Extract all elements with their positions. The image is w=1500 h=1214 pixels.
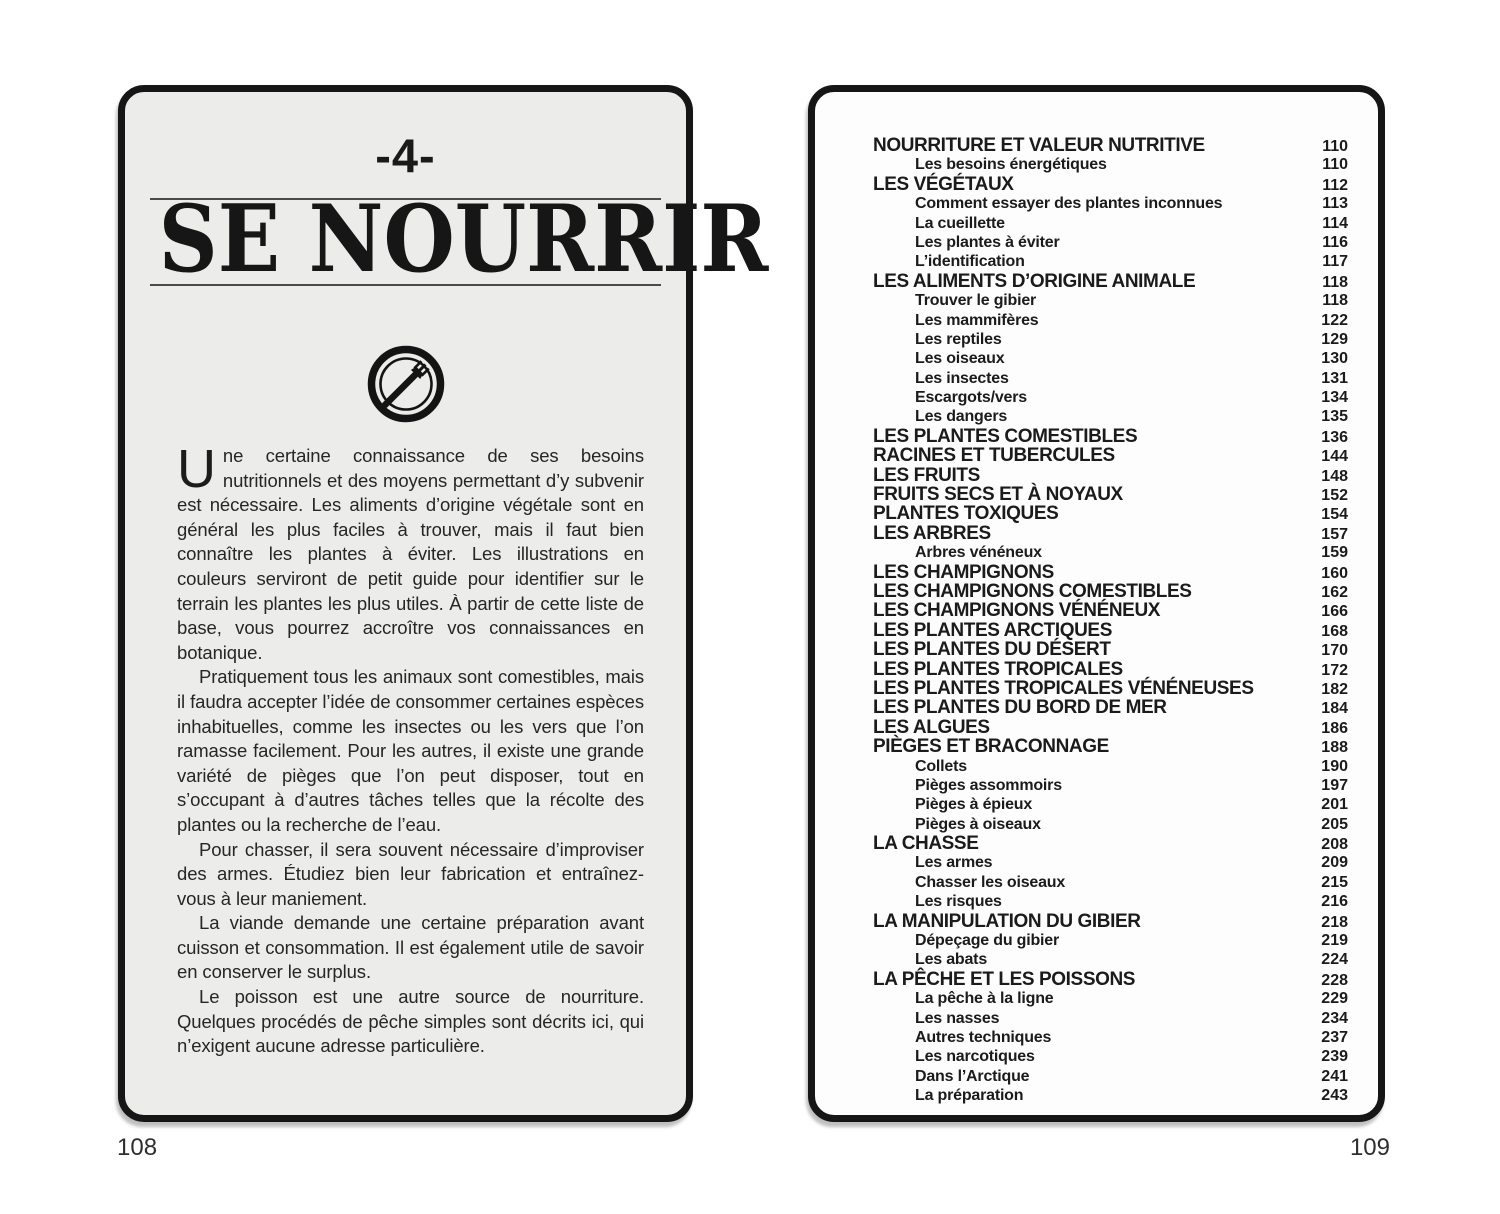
- toc-entry: [873, 485, 1348, 504]
- toc-entry: [873, 950, 1348, 969]
- intro-paragraph: Pour chasser, il sera souvent nécessaire d’improviser des armes. Étudiez bien leur fabrication et entraînez-vous à leur maniement.: [177, 838, 644, 909]
- toc-entry: [873, 388, 1348, 407]
- toc-entry: [873, 718, 1348, 737]
- toc-entry-label: LA CHASSE: [873, 833, 979, 855]
- title-rule-bottom: [150, 284, 661, 286]
- toc-entry-label: LES ALGUES: [873, 716, 990, 738]
- toc-entry-label: LES PLANTES ARCTIQUES: [873, 619, 1112, 641]
- toc-entry-label: LES PLANTES DU BORD DE MER: [873, 697, 1167, 719]
- toc-entry: [873, 834, 1348, 853]
- toc-entry-label: La pêche à la ligne: [915, 990, 1054, 1008]
- toc-entry-page: 219: [1321, 932, 1348, 950]
- toc-entry-label: PIÈGES ET BRACONNAGE: [873, 736, 1109, 758]
- toc-entry-page: 215: [1321, 873, 1348, 891]
- toc-entry-label: Les narcotiques: [915, 1048, 1035, 1066]
- toc-entry-page: 186: [1321, 719, 1348, 737]
- toc-entry-label: Les risques: [915, 893, 1002, 911]
- toc-entry-label: NOURRITURE ET VALEUR NUTRITIVE: [873, 135, 1205, 156]
- toc-entry-page: 205: [1321, 815, 1348, 833]
- chapter-intro: [177, 439, 644, 1059]
- toc-entry-label: LA MANIPULATION DU GIBIER: [873, 910, 1141, 932]
- toc-entry-label: RACINES ET TUBERCULES: [873, 445, 1115, 467]
- intro-paragraph: Pratiquement tous les animaux sont comestibles, mais il faudra accepter l’idée de consommer certaines espèces inhabituelles, comme les insectes ou les vers que l’on ramasse facilement. Pour les autres, il existe une grande variété de pièges que l’on peut disposer, tout en s’occupant à d’autres tâches telles que la récolte des plantes ou la recherche de l’eau.: [177, 666, 644, 835]
- toc-entry-label: LES ALIMENTS D’ORIGINE ANIMALE: [873, 270, 1196, 292]
- toc-entry-label: LES PLANTES TROPICALES: [873, 658, 1123, 680]
- toc-entry: [873, 175, 1348, 194]
- toc-entry-page: 110: [1322, 138, 1348, 155]
- toc-entry-page: 135: [1321, 408, 1348, 426]
- toc-entry-label: LES PLANTES TROPICALES VÉNÉNEUSES: [873, 677, 1254, 699]
- toc-entry-page: 118: [1322, 292, 1348, 310]
- toc-entry: [873, 233, 1348, 252]
- toc-entry: [873, 155, 1348, 174]
- toc-page: [808, 85, 1385, 1122]
- toc-entry-label: Collets: [915, 757, 967, 775]
- toc-entry-page: 112: [1322, 176, 1348, 194]
- toc-entry: [873, 989, 1348, 1008]
- toc-entry-page: 218: [1321, 913, 1348, 931]
- toc-entry: [873, 543, 1348, 562]
- toc-entry: [873, 970, 1348, 989]
- toc-entry-label: LES VÉGÉTAUX: [873, 173, 1014, 195]
- toc-entry-page: 224: [1321, 951, 1348, 969]
- toc-entry-page: 144: [1321, 448, 1348, 466]
- toc-entry: [873, 446, 1348, 465]
- toc-entry: [873, 272, 1348, 291]
- toc-entry-label: Dans l’Arctique: [915, 1067, 1030, 1085]
- toc-entry: [873, 1086, 1348, 1105]
- intro-paragraph: [177, 439, 644, 665]
- toc-entry-label: LA PÊCHE ET LES POISSONS: [873, 968, 1136, 990]
- toc-entry: [873, 601, 1348, 620]
- toc-entry-page: 243: [1321, 1087, 1348, 1105]
- toc-entry: [873, 563, 1348, 582]
- toc-entry: [873, 427, 1348, 446]
- toc-entry: [873, 679, 1348, 698]
- toc-entry: [873, 660, 1348, 679]
- toc-entry-page: 131: [1321, 369, 1348, 387]
- toc-entry-label: LES CHAMPIGNONS: [873, 561, 1054, 583]
- toc-entry: [873, 873, 1348, 892]
- toc-entry-page: 190: [1321, 757, 1348, 775]
- toc-entry-label: Comment essayer des plantes inconnues: [915, 195, 1223, 213]
- toc-entry-label: PLANTES TOXIQUES: [873, 503, 1059, 525]
- toc-entry-page: 114: [1322, 214, 1348, 232]
- toc-entry: [873, 931, 1348, 950]
- toc-entry: [873, 524, 1348, 543]
- toc-entry-label: Pièges assommoirs: [915, 776, 1062, 794]
- toc-entry-page: 184: [1321, 700, 1348, 718]
- toc-entry-page: 188: [1321, 739, 1348, 757]
- toc-entry-label: Pièges à oiseaux: [915, 815, 1041, 833]
- toc-entry-page: 152: [1321, 487, 1348, 505]
- toc-entry: [873, 737, 1348, 756]
- toc-entry-label: Les abats: [915, 951, 988, 969]
- toc-entry: [873, 582, 1348, 601]
- toc-entry-page: 201: [1321, 796, 1348, 814]
- toc-entry: [873, 757, 1348, 776]
- toc-entry-label: Les dangers: [915, 408, 1008, 426]
- chapter-page: [118, 85, 769, 1122]
- chapter-number: -4-: [375, 129, 436, 182]
- toc-entry-page: 170: [1321, 642, 1348, 660]
- toc-entry: [873, 504, 1348, 523]
- toc-entry-label: Les mammifères: [915, 311, 1039, 329]
- toc-entry-page: 110: [1322, 156, 1348, 174]
- toc-entry: [873, 330, 1348, 349]
- fork-plate-icon: [125, 342, 686, 426]
- toc-entry-page: 228: [1321, 971, 1348, 989]
- toc-entry-label: Escargots/vers: [915, 389, 1027, 407]
- toc-entry-page: 160: [1321, 564, 1348, 582]
- intro-paragraph: Le poisson est une autre source de nourriture. Quelques procédés de pêche simples sont décrits ici, qui n’exigent aucune adresse particulière.: [177, 986, 644, 1057]
- toc-entry-page: 208: [1321, 836, 1348, 854]
- toc-entry-page: 182: [1321, 680, 1348, 698]
- toc-entry-page: 237: [1321, 1028, 1348, 1046]
- toc-entry: [873, 466, 1348, 485]
- toc-entry-label: Autres techniques: [915, 1028, 1052, 1046]
- toc-entry: [873, 776, 1348, 795]
- toc-entry: [873, 698, 1348, 717]
- toc-entry-label: Les plantes à éviter: [915, 233, 1060, 251]
- toc-entry-label: Trouver le gibier: [915, 292, 1037, 310]
- toc-entry-label: LES CHAMPIGNONS VÉNÉNEUX: [873, 600, 1161, 622]
- toc-entry-label: L’identification: [915, 253, 1025, 271]
- toc-entry: [873, 407, 1348, 426]
- toc-entry: [873, 194, 1348, 213]
- toc-entry: [873, 621, 1348, 640]
- toc-entry-label: LES ARBRES: [873, 522, 991, 544]
- toc-entry-label: Chasser les oiseaux: [915, 873, 1066, 891]
- toc-entry-page: 148: [1321, 467, 1348, 485]
- toc-entry: [873, 214, 1348, 233]
- toc-entry-label: LES PLANTES COMESTIBLES: [873, 425, 1138, 447]
- toc-entry-page: 241: [1321, 1067, 1348, 1085]
- toc-entry-label: Les oiseaux: [915, 350, 1005, 368]
- toc-entry-page: 122: [1321, 311, 1348, 329]
- page-number-right: 109: [1349, 1134, 1390, 1161]
- toc-entry: [873, 369, 1348, 388]
- toc-entry: [873, 795, 1348, 814]
- toc-entry: [873, 853, 1348, 872]
- toc-entry: [873, 252, 1348, 271]
- toc-entry-label: Pièges à épieux: [915, 796, 1033, 814]
- toc-entry-page: 136: [1321, 428, 1348, 446]
- toc-entry-label: Les armes: [915, 854, 993, 872]
- toc-entry-page: 239: [1321, 1048, 1348, 1066]
- toc: [873, 136, 1348, 1106]
- toc-entry: [873, 640, 1348, 659]
- toc-entry: [873, 1009, 1348, 1028]
- toc-entry-label: La cueillette: [915, 214, 1005, 232]
- toc-entry-label: Arbres vénéneux: [915, 544, 1042, 562]
- toc-entry-page: 117: [1322, 253, 1348, 271]
- toc-entry: [873, 136, 1348, 155]
- toc-entry-page: 113: [1322, 195, 1348, 213]
- toc-entry-label: LES FRUITS: [873, 464, 980, 486]
- toc-entry-label: Les besoins énergétiques: [915, 156, 1107, 174]
- toc-entry-label: LES CHAMPIGNONS COMESTIBLES: [873, 580, 1192, 602]
- toc-entry: [873, 892, 1348, 911]
- toc-entry-label: Les insectes: [915, 369, 1009, 387]
- toc-entry-page: 129: [1321, 330, 1348, 348]
- toc-entry-page: 159: [1321, 544, 1348, 562]
- intro-paragraph-text: ne certaine connaissance de ses besoins nutritionnels et des moyens permettant d’y subvenir est nécessaire. Les aliments d’origine végétale sont en général les plus faciles à trouver, mais il faut bien connaître les plantes à éviter. Les illustrations en couleurs serviront de petit guide pour identifier sur le terrain les plantes les plus utiles. À partir de cette liste de base, vous pourrez accroître vos connaissances en botanique.: [177, 445, 644, 663]
- toc-entry: [873, 291, 1348, 310]
- toc-entry-label: La préparation: [915, 1087, 1024, 1105]
- toc-entry-page: 154: [1321, 506, 1348, 524]
- toc-entry-label: LES PLANTES DU DÉSERT: [873, 639, 1111, 661]
- toc-entry-label: Dépeçage du gibier: [915, 932, 1059, 950]
- toc-entry: [873, 1047, 1348, 1066]
- toc-entry-page: 197: [1321, 776, 1348, 794]
- toc-entry-page: 172: [1321, 661, 1348, 679]
- toc-entry-page: 168: [1321, 622, 1348, 640]
- toc-entry: [873, 912, 1348, 931]
- toc-entry-page: 162: [1321, 583, 1348, 601]
- toc-entry-page: 157: [1321, 525, 1348, 543]
- toc-entry-label: Les reptiles: [915, 330, 1002, 348]
- toc-entry-label: FRUITS SECS ET À NOYAUX: [873, 484, 1123, 506]
- toc-entry-page: 229: [1321, 990, 1348, 1008]
- toc-entry: [873, 349, 1348, 368]
- toc-entry-page: 216: [1321, 893, 1348, 911]
- toc-entry-page: 234: [1321, 1009, 1348, 1027]
- toc-entry: [873, 1028, 1348, 1047]
- toc-entry-label: Les nasses: [915, 1009, 1000, 1027]
- toc-entry: [873, 1067, 1348, 1086]
- toc-entry-page: 118: [1322, 273, 1348, 291]
- toc-entry-page: 130: [1321, 350, 1348, 368]
- page-number-left: 108: [117, 1134, 158, 1161]
- toc-entry-page: 166: [1321, 603, 1348, 621]
- toc-entry: [873, 311, 1348, 330]
- chapter-title: SE NOURRIR: [158, 184, 769, 293]
- toc-entry-page: 209: [1321, 854, 1348, 872]
- toc-entry-page: 116: [1322, 233, 1348, 251]
- toc-entry-page: 134: [1321, 389, 1348, 407]
- intro-paragraph: La viande demande une certaine préparation avant cuisson et consommation. Il est également utile de savoir en conserver le surplus.: [177, 912, 644, 983]
- toc-entry: [873, 815, 1348, 834]
- dropcap: U: [177, 439, 216, 499]
